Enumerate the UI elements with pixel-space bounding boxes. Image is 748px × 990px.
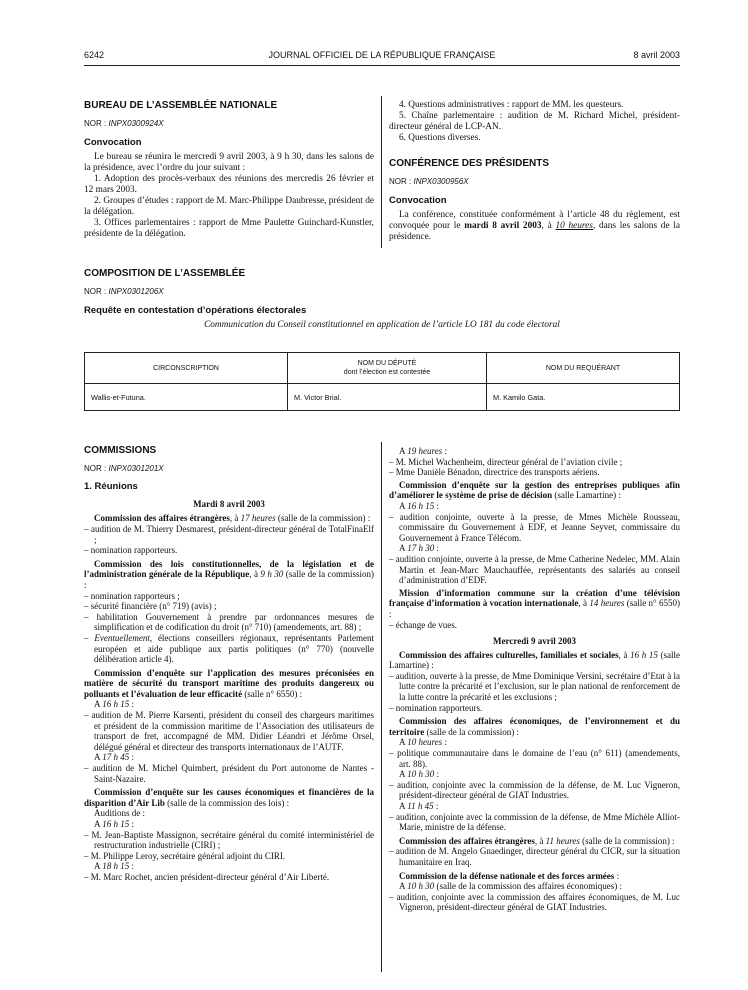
list-item: – audition, conjointe avec la commission de la défense, de M. Luc Vigneron, président-directeur général de GIAT Industries. [389,779,680,801]
cell-circonscription: Wallis-et-Futuna. [85,384,288,411]
bureau-item-1: 1. Adoption des procès-verbaux des réunions des mercredis 26 février et 12 mars 2003. [84,174,374,195]
list-item: – audition, ouverte à la presse, de Mme Dominique Versini, secrétaire d’Etat à la lutte contre la précarité et l’exclusion, sur le plan national de renforcement de la lutte contre la précarité et les exclusions ; [389,670,680,703]
bureau-item-4: 4. Questions administratives : rapport de MM. les questeurs. [399,100,624,110]
conference-title: CONFÉRENCE DES PRÉSIDENTS [389,158,550,169]
commissions-left-column [84,446,374,883]
time-slot: A 10 h 30 (salle de la commission des affaires économiques) : [399,881,623,892]
conference-text: La conférence, constituée conformément à l’article 48 du règlement, est convoquée pour le mardi 8 avril 2003, à 10 heures, dans les salons de la présidence. [389,210,681,242]
list-item: – échange de vues. [389,619,457,630]
day-heading-2: Mercredi 9 avril 2003 [493,636,576,647]
commission-entry: Commission des lois constitutionnelles, de la législation et de l’administration générale de la République, à 9 h 30 (salle de la commission) : [84,558,374,590]
time-slot: A 10 heures : [399,737,447,748]
col-header-requerant: NOM DU REQUÉRANT [487,353,680,384]
bureau-section [84,100,374,240]
list-item: – M. Michel Wachenheim, directeur général de l’aviation civile ; [389,456,623,467]
commission-entry: Commission des affaires culturelles, familiales et sociales, à 16 h 15 (salle Lamartine) : [389,649,681,671]
commission-entry: Mission d’information commune sur la création d’une télévision française d’information à vocation internationale, à 14 heures (salle n° 6550) : [389,587,680,619]
time-slot: A 17 h 30 : [399,543,440,554]
time-slot: A 18 h 15 : [94,861,135,872]
time-slot: A 16 h 15 : [94,819,135,829]
bureau-title: BUREAU DE L’ASSEMBLÉE NATIONALE [84,100,278,111]
time-slot: A 10 h 30 : [399,769,440,780]
column-divider-bottom [381,442,382,972]
issue-date: 8 avril 2003 [633,50,680,60]
col-header-circonscription: CIRCONSCRIPTION [85,353,288,384]
column-divider-top [381,96,382,248]
header-rule [84,65,680,66]
list-item: – politique communautaire dans le domaine de l’eau (n° 611) (amendements, art. 88). [389,748,680,769]
commission-entry: Commission de la défense nationale et des forces armées : [399,870,620,881]
time-slot: A 16 h 15 : [399,500,440,511]
list-item: – audition, conjointe avec la commission de la défense, de Mme Michèle Alliot-Marie, ministre de la défense. [389,811,680,833]
bureau-nor: NOR : INPX0300924X [84,119,164,128]
bureau-item-6: 6. Questions diverses. [399,133,481,143]
bureau-intro: Le bureau se réunira le mercredi 9 avril 2003, à 9 h 30, dans les salons de la présidence, avec l’ordre du jour suivant : [84,152,374,173]
composition-subtitle: Requête en contestation d’opérations électorales [84,305,307,316]
commission-entry: Commission d’enquête sur l’application des mesures préconisées en matière de sécurité du transport maritime des produits dangereux ou polluants et l’évaluation de leur efficacité (salle n° 6550) : [84,667,374,699]
page-number: 6242 [84,50,105,60]
commissions-right-column [389,446,680,913]
list-item: – sécurité financière (n° 719) (avis) ; [84,601,217,612]
list-item: – Mme Danièle Bénadon, directrice des transports aériens. [389,467,600,478]
list-item: – M. Philippe Leroy, secrétaire général adjoint du CIRI. [84,850,286,861]
commission-entry: Commission d’enquête sur les causes économiques et financières de la disparition d’Air Lib (salle de la commission des lois) : [84,787,374,808]
journal-title: JOURNAL OFFICIEL DE LA RÉPUBLIQUE FRANÇAISE [268,50,496,60]
list-item: – audition conjointe, ouverte à la presse, de Mme Catherine Nedelec, MM. Alain Martin et Jean-Marc Mauchauffée, représentants des salariés au conseil d’administration d’EDF. [389,553,680,586]
list-item: – audition conjointe, ouverte à la presse, de Mmes Michèle Rousseau, commissaire du Gouvernement à EDF, et Jeanne Seyvet, commissaire du Gouvernement à France Télécom. [389,511,680,543]
list-item: – nomination rapporteurs. [84,545,178,556]
list-item: – audition de M. Pierre Karsenti, président du conseil des chargeurs maritimes et président de la commission maritime de l’Association des utilisateurs de transport de fret, accompagné de MM. Didier Léandri et Jérôme Orsel, délégué général et directeur des transports internationaux de l’AUTF. [84,710,374,752]
time-slot: A 16 h 15 : [94,699,135,710]
bureau-continued [389,100,680,243]
requete-table [84,352,680,411]
commission-entry: Commission des affaires étrangères, à 11 heures (salle de la commission) : [399,835,675,846]
bureau-item-3: 3. Offices parlementaires : rapport de Mme Paulette Guinchard-Kunstler, présidente de la délégation. [84,218,374,239]
list-item: – M. Jean-Baptiste Massignon, secrétaire général du comité interministériel de restructuration industrielle (CIRI) ; [84,829,374,851]
day-heading-1: Mardi 8 avril 2003 [193,498,265,509]
bureau-subtitle: Convocation [84,137,142,148]
time-slot: A 17 h 45 : [94,752,135,763]
conference-subtitle: Convocation [389,195,447,206]
table-row [85,384,680,411]
list-item: – audition de M. Angelo Gnaedinger, directeur général du CICR, sur la situation humanitaire en Iraq. [389,846,680,867]
bureau-item-2: 2. Groupes d’études : rapport de M. Marc-Philippe Daubresse, président de la délégation. [84,196,374,217]
list-item: – nomination rapporteurs ; [84,590,180,601]
composition-section [84,268,680,331]
list-item: – audition de M. Michel Quimbert, président du Port autonome de Nantes - Saint-Nazaire. [84,763,374,784]
conference-nor: NOR : INPX0300956X [389,177,469,186]
commission-entry: Commission d’enquête sur la gestion des entreprises publiques afin d’améliorer le système de prise de décision (salle Lamartine) : [389,479,680,501]
bureau-item-5: 5. Chaîne parlementaire : audition de M. Richard Michel, président-directeur général de LCP-AN. [389,111,680,132]
reunions-heading: 1. Réunions [84,481,138,493]
commission-entry: Commission des affaires étrangères, à 17 heures (salle de la commission) : [94,513,371,524]
time-slot: Auditions de : [94,808,145,819]
time-slot: A 19 heures : [399,446,447,456]
cell-requerant: M. Kamilo Gata. [487,384,680,411]
commissions-nor: NOR : INPX0301201X [84,463,164,473]
composition-title: COMPOSITION DE L’ASSEMBLÉE [84,268,246,279]
list-item: – Eventuellement, élections conseillers régionaux, représentants Parlement européen et aide publique aux partis politiques (n° 770) (nouvelle délibération article 4). [84,632,375,665]
cell-depute: M. Victor Brial. [288,384,487,411]
time-slot: A 11 h 45 : [399,801,439,811]
composition-nor: NOR : INPX0301206X [84,287,164,296]
list-item: – nomination rapporteurs. [389,702,483,713]
list-item: – M. Marc Rochet, ancien président-directeur général d’Air Liberté. [84,871,330,882]
list-item: – habilitation Gouvernement à prendre par ordonnances mesures de simplification et de codification du droit (n° 710) (amendements, art. 88) ; [84,611,374,633]
commissions-title: COMMISSIONS [84,445,157,456]
list-item: – audition de M. Thierry Desmarest, président-directeur général de TotalFinaElf ; [84,523,374,545]
list-item: – audition, conjointe avec la commission des affaires économiques, de M. Luc Vigneron, président-directeur général de GIAT Industries. [389,891,680,913]
page-header [84,50,680,64]
composition-caption: Communication du Conseil constitutionnel en application de l’article LO 181 du code électoral [204,320,560,330]
commission-entry: Commission des affaires économiques, de l’environnement et du territoire (salle de la commission) : [389,716,680,737]
col-header-depute: NOM DU DÉPUTÉ dont l’élection est contestée [288,353,487,384]
